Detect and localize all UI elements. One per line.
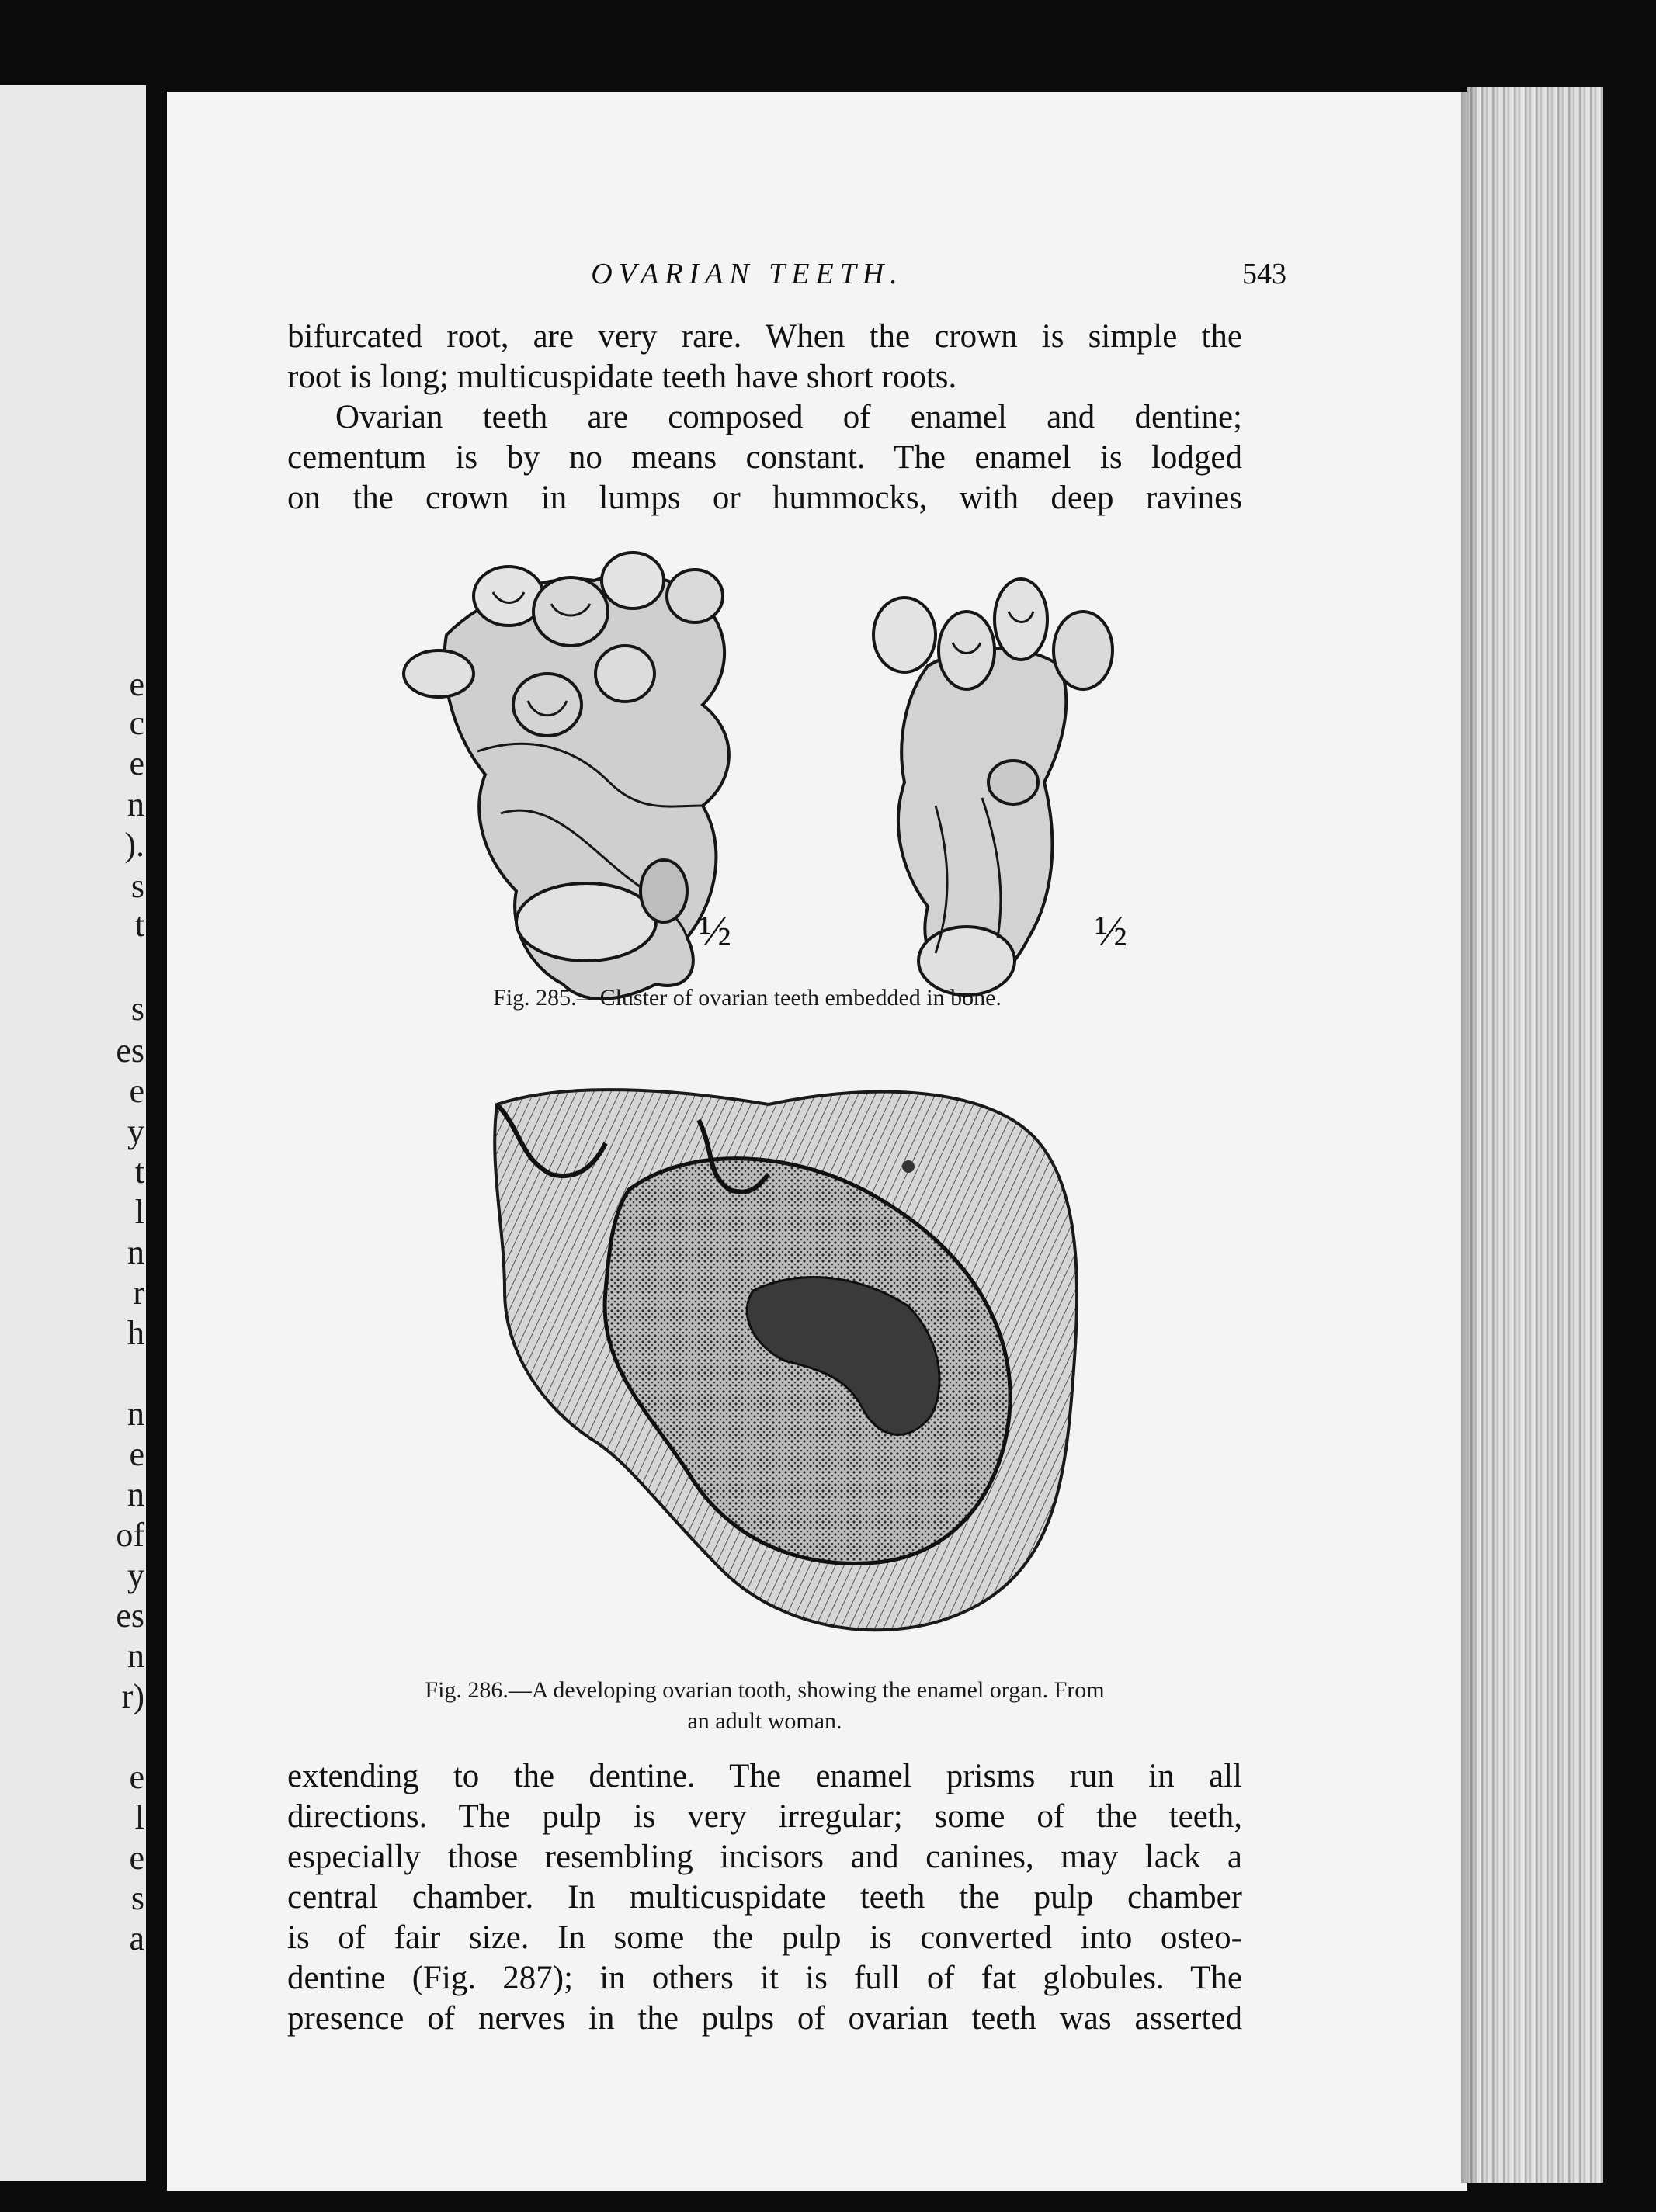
figure-286-illustration <box>474 1073 1219 1663</box>
left-fragment: r) <box>121 1677 144 1715</box>
left-fragment: l <box>134 1193 144 1231</box>
left-fragment: c <box>129 704 144 742</box>
left-fragment: n <box>127 785 144 823</box>
page-edges <box>1467 87 1603 2183</box>
left-fragment: es <box>116 1597 144 1635</box>
left-fragment: e <box>129 1758 144 1796</box>
left-fragment: s <box>130 990 144 1028</box>
left-fragment: t <box>134 1153 144 1191</box>
left-fragment: n <box>127 1395 144 1433</box>
scale-mark-left: ½ <box>699 907 731 955</box>
left-fragment: t <box>134 906 144 944</box>
left-fragment: ). <box>124 826 144 864</box>
left-fragment: s <box>130 867 144 905</box>
left-fragment: e <box>129 1839 144 1877</box>
left-fragment: es <box>116 1031 144 1070</box>
paragraph-bottom <box>287 1756 1242 2039</box>
left-fragment: e <box>129 744 144 782</box>
text-line: on the crown in lumps or hummocks, with deep ravines <box>287 480 1242 516</box>
figure-285-caption: Fig. 285.—Cluster of ovarian teeth embedded in bone. <box>493 985 1002 1011</box>
text-line: is of fair size. In some the pulp is converted into osteo- <box>287 1919 1242 1956</box>
figure-286-caption <box>283 1675 1246 1737</box>
left-fragment: r <box>133 1274 144 1312</box>
left-fragment: e <box>129 665 144 703</box>
text-line: extending to the dentine. The enamel prisms run in all <box>287 1758 1242 1794</box>
text-line: presence of nerves in the pulps of ovarian teeth was asserted <box>287 2000 1242 2037</box>
left-fragment: y <box>127 1556 144 1594</box>
gutter-shadow <box>1461 87 1478 2183</box>
figure-286-caption-line: an adult woman. <box>687 1708 842 1734</box>
main-page <box>167 92 1467 2191</box>
paragraph-top <box>287 317 1242 518</box>
left-fragment: l <box>134 1798 144 1836</box>
text-line: especially those resembling incisors and canines, may lack a <box>287 1839 1242 1875</box>
left-fragment: n <box>127 1475 144 1513</box>
text-line: directions. The pulp is very irregular; some of the teeth, <box>287 1798 1242 1835</box>
left-fragment: e <box>129 1072 144 1110</box>
figure-286-caption-line: Fig. 286.—A developing ovarian tooth, showing the enamel organ. From <box>425 1677 1105 1703</box>
text-line: bifurcated root, are very rare. When the crown is simple the <box>287 318 1242 355</box>
text-line: central chamber. In multicuspidate teeth the pulp chamber <box>287 1879 1242 1916</box>
scale-mark-right: ½ <box>1095 907 1127 955</box>
text-line: root is long; multicuspidate teeth have short roots. <box>287 359 957 395</box>
left-facing-page <box>0 85 146 2181</box>
text-line: dentine (Fig. 287); in others it is full of fat globules. The <box>287 1960 1242 1996</box>
left-fragment: n <box>127 1637 144 1675</box>
running-title: OVARIAN TEETH. <box>591 258 904 290</box>
text-line: Ovarian teeth are composed of enamel and dentine; <box>335 399 1242 435</box>
left-fragment: h <box>127 1314 144 1352</box>
left-fragment: e <box>129 1435 144 1473</box>
left-fragment: s <box>130 1879 144 1917</box>
left-fragment: of <box>116 1516 144 1554</box>
left-fragment: n <box>127 1233 144 1271</box>
text-line: cementum is by no means constant. The enamel is lodged <box>287 439 1242 476</box>
left-fragment: a <box>129 1919 144 1957</box>
page-number: 543 <box>1242 258 1286 290</box>
left-fragment: y <box>127 1112 144 1150</box>
